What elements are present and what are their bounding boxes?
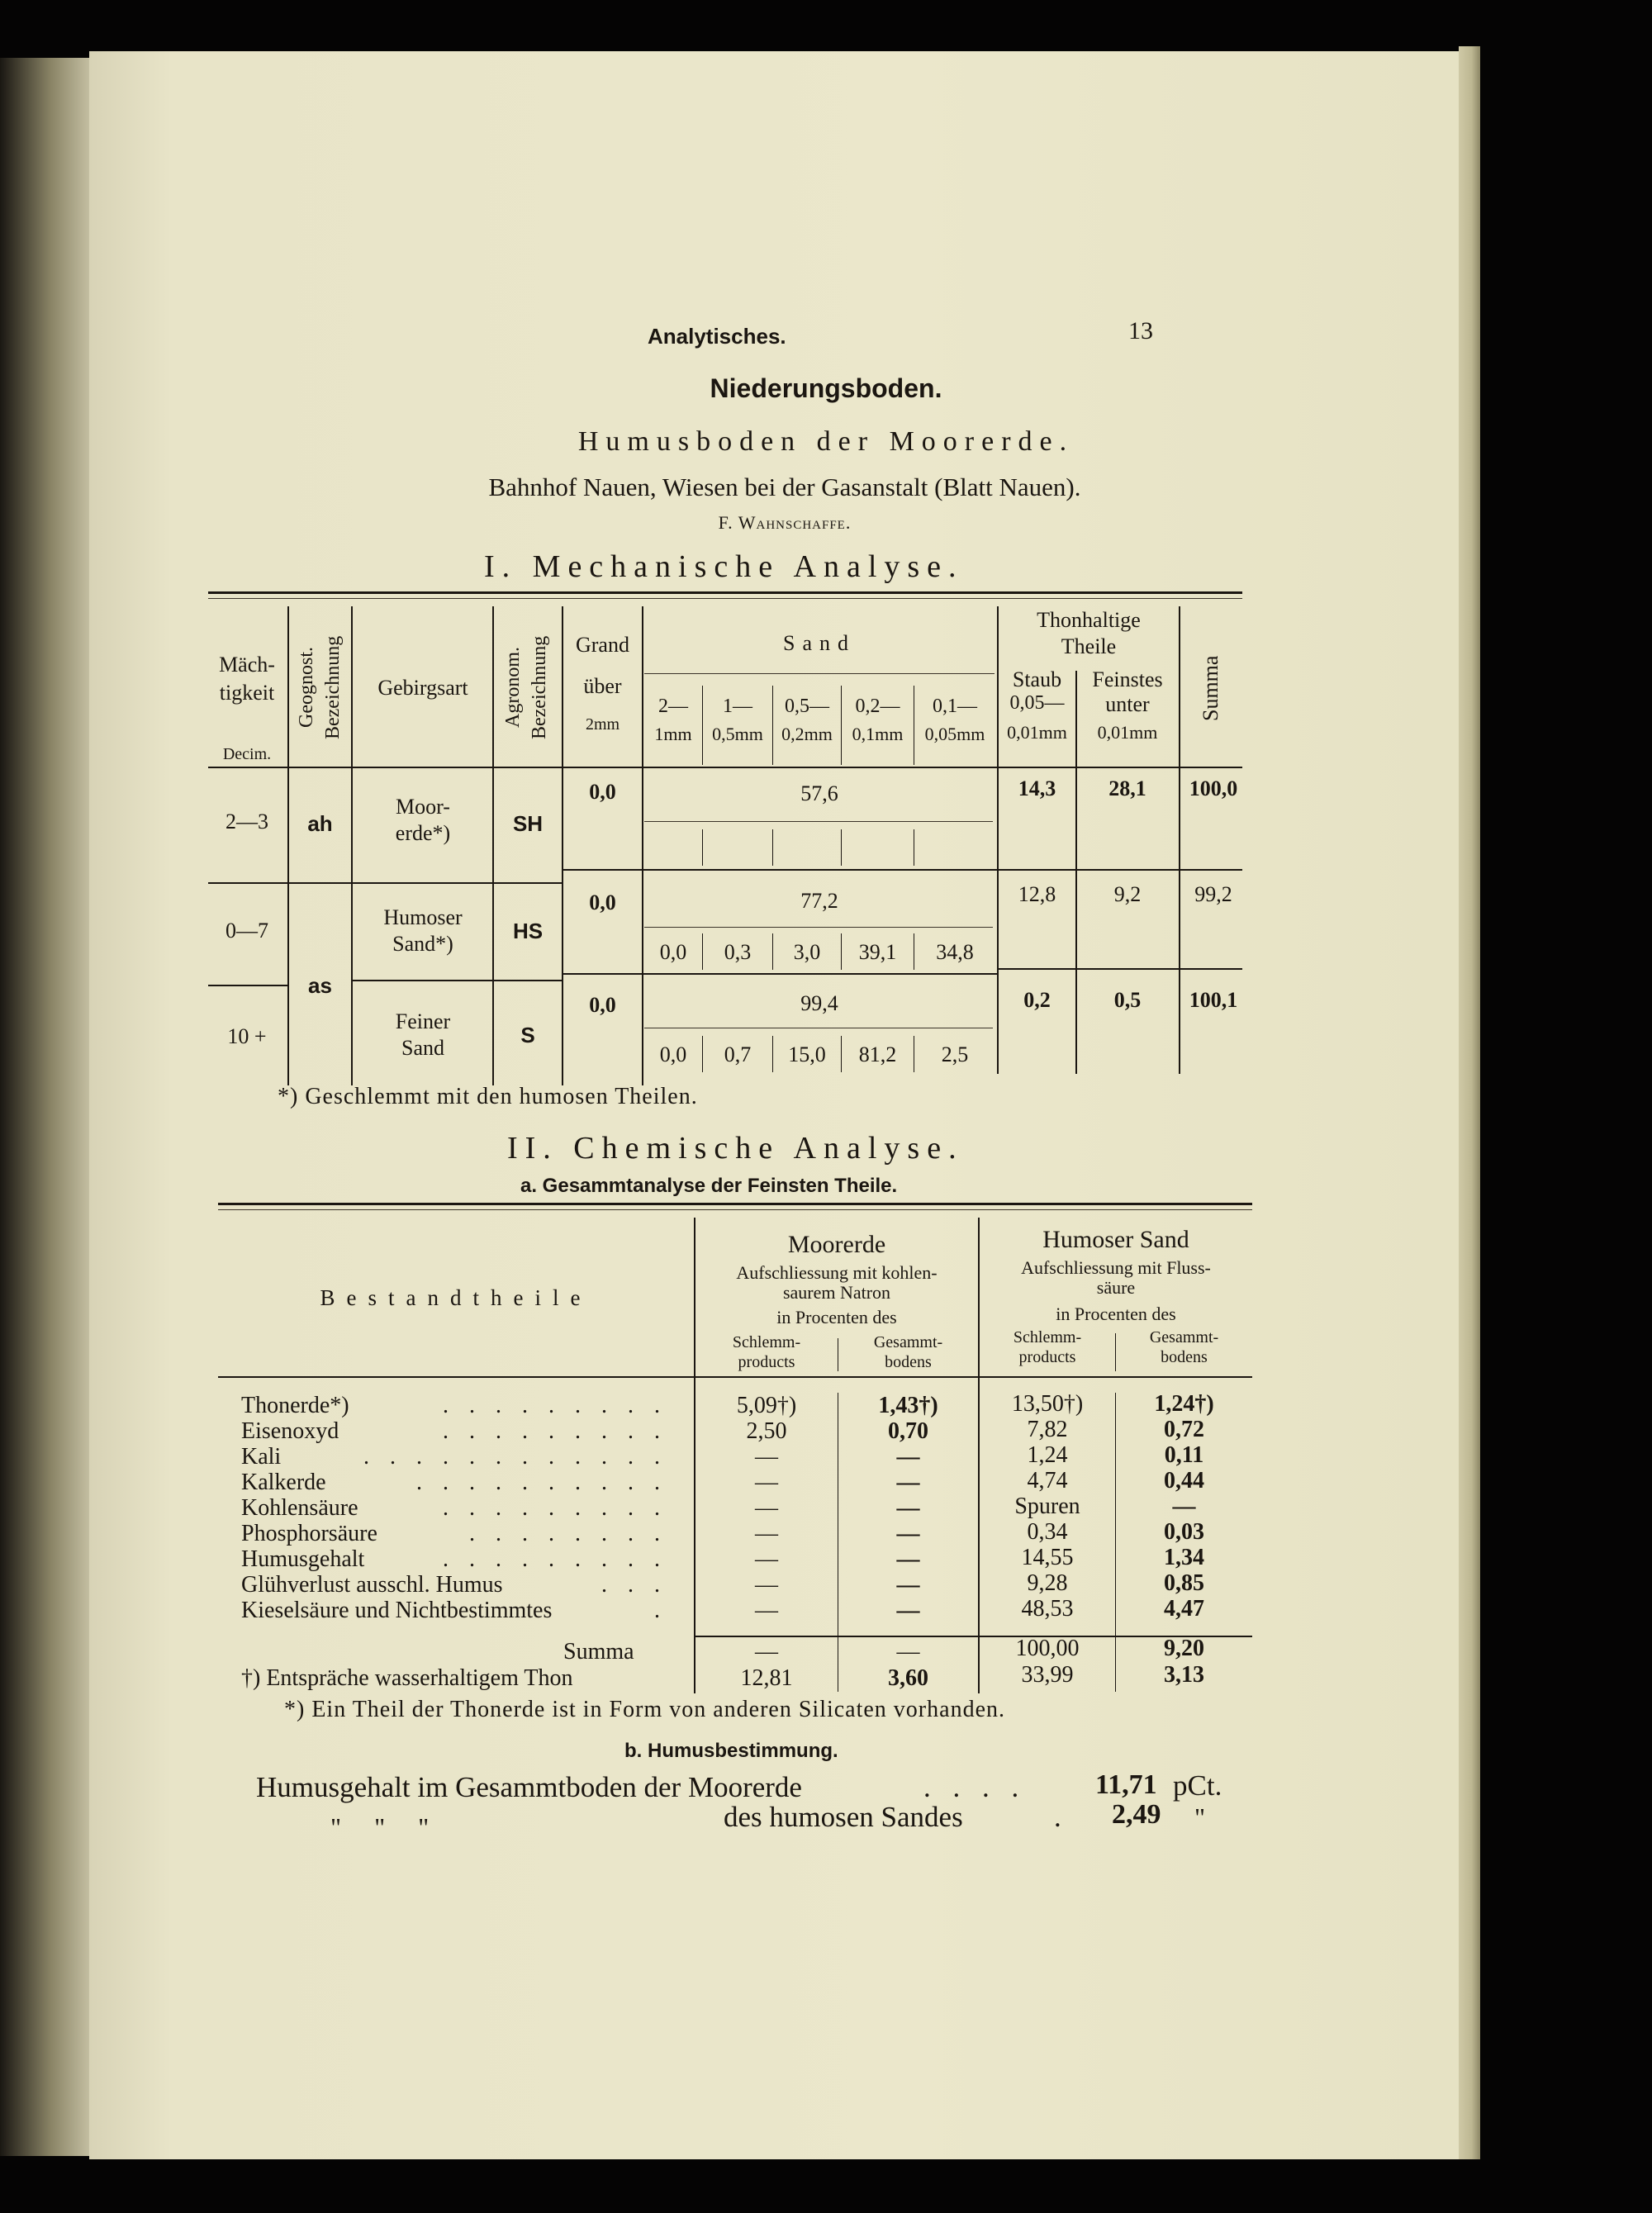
row2-sand-5: 34,8 bbox=[936, 940, 974, 964]
chem-hdr-moor-desc-3: in Procenten des bbox=[776, 1307, 897, 1327]
mech-vline-5 bbox=[642, 606, 643, 1085]
hdr-sand-col-1: 2— bbox=[658, 696, 688, 717]
mech-sand-subrule bbox=[644, 673, 995, 674]
chem-subtitle-a: a. Gesammtanalyse der Feinsten Theile. bbox=[520, 1175, 898, 1197]
row3-sand-4: 81,2 bbox=[858, 1042, 897, 1066]
row1-soil-2: erde*) bbox=[395, 821, 451, 845]
row1-rule-c bbox=[353, 882, 492, 884]
row1-sand-vsep-3 bbox=[841, 829, 842, 866]
chem-hdr-moor-desc-1: Aufschliessung mit kohlen- bbox=[736, 1262, 938, 1283]
chem-row-hum-schlemm: 0,34 bbox=[1027, 1519, 1068, 1545]
row2-staub: 12,8 bbox=[1018, 882, 1056, 906]
hdr-gebirgsart: Gebirgsart bbox=[377, 676, 468, 700]
row1-sand-vsep-1 bbox=[702, 829, 703, 866]
scan-left-margin bbox=[0, 58, 93, 2156]
hdr-sand-unit-5: 0,05mm bbox=[924, 724, 985, 744]
row1-sand-total: 57,6 bbox=[800, 781, 838, 805]
row2-sand-1: 0,0 bbox=[659, 940, 687, 964]
row3-depth: 10 + bbox=[227, 1024, 267, 1048]
row2-depth: 0—7 bbox=[225, 919, 268, 943]
mech-top-hairline bbox=[208, 598, 1242, 599]
chem-row-label: Kieselsäure und Nichtbestimmtes bbox=[241, 1598, 553, 1623]
humus-line2-value: 2,49 bbox=[1112, 1799, 1161, 1830]
row1-soil-1: Moor- bbox=[396, 795, 450, 819]
row2-rule-f bbox=[643, 973, 997, 975]
mech-vline-1 bbox=[287, 606, 289, 1085]
hdr-sand-unit-3: 0,2mm bbox=[781, 724, 833, 744]
row23-geognost: as bbox=[308, 973, 332, 998]
hdr-thonhaltige: Thonhaltige bbox=[1037, 608, 1141, 632]
chem-row-label: Thonerde*) bbox=[241, 1393, 349, 1418]
chem-row-hum-schlemm: Spuren bbox=[1014, 1494, 1080, 1519]
humus-line1-unit: pCt. bbox=[1173, 1769, 1222, 1802]
row3-grand: 0,0 bbox=[589, 993, 616, 1017]
chem-hdr-moorerde: Moorerde bbox=[787, 1231, 886, 1258]
chem-row-moor-schlemm: — bbox=[755, 1572, 778, 1598]
hdr-sand-unit-1: 1mm bbox=[654, 724, 692, 744]
hdr-ueber: über bbox=[583, 674, 622, 698]
hdr-sand-col-2: 1— bbox=[723, 696, 752, 717]
humus-line2-label: des humosen Sandes bbox=[724, 1801, 963, 1833]
chem-header-bottom-rule bbox=[218, 1376, 1252, 1378]
chem-thon-h2: 3,13 bbox=[1164, 1662, 1204, 1688]
main-title: Niederungsboden. bbox=[710, 373, 942, 403]
mech-footnote: *) Geschlemmt mit den humosen Theilen. bbox=[278, 1084, 698, 1109]
hdr-staub-range: 0,05— bbox=[1009, 692, 1065, 714]
row2-feinstes: 9,2 bbox=[1113, 882, 1142, 906]
hdr-geognost-bez: Bezeichnung bbox=[322, 635, 344, 739]
chem-summa-h2: 9,20 bbox=[1164, 1636, 1204, 1661]
chem-top-hairline bbox=[218, 1209, 1252, 1210]
chem-row-dots: . . . . . . . . . bbox=[443, 1546, 667, 1572]
row3-sand-2: 0,7 bbox=[724, 1042, 752, 1066]
page-edge bbox=[1459, 46, 1480, 2159]
chem-row-label: Eisenoxyd bbox=[241, 1418, 339, 1444]
row3-sand-1: 0,0 bbox=[659, 1042, 687, 1066]
row1-agronom: SH bbox=[512, 811, 544, 836]
row3-soil-1: Feiner bbox=[395, 1009, 451, 1033]
chem-summa-h1: 100,00 bbox=[1015, 1636, 1080, 1661]
chem-row-dots: . . . . . . . . . . bbox=[416, 1470, 667, 1495]
row1-rule-e bbox=[563, 869, 642, 871]
chem-hdr-hum-desc-1: Aufschliessung mit Fluss- bbox=[1021, 1257, 1211, 1278]
chem-row-dots: . bbox=[654, 1598, 667, 1623]
row1-geognost: ah bbox=[307, 811, 333, 836]
row3-sand-5: 2,5 bbox=[941, 1042, 969, 1066]
chem-row-moor-gesammt: — bbox=[896, 1598, 920, 1623]
chem-hdr-hum-desc-2: säure bbox=[1096, 1277, 1136, 1298]
chem-hdr-moor-desc-2: saurem Natron bbox=[782, 1282, 891, 1303]
hdr-2mm: 2mm bbox=[585, 715, 620, 734]
row3-agronom: S bbox=[520, 1023, 535, 1047]
row1-rule-f bbox=[643, 869, 997, 871]
row2-rule-e bbox=[563, 973, 642, 975]
hdr-summa: Summa bbox=[1199, 655, 1222, 721]
chem-row-dots: . . . . . . . . . bbox=[443, 1393, 667, 1418]
chem-row-label: Kali bbox=[241, 1444, 282, 1470]
section-chemical-title: II. Chemische Analyse. bbox=[507, 1131, 964, 1166]
row1-rule-d bbox=[494, 882, 562, 884]
hdr-tigkeit: tigkeit bbox=[219, 681, 275, 705]
row1-sand-vsep-2 bbox=[772, 829, 773, 866]
row1-depth: 2—3 bbox=[225, 810, 268, 833]
hdr-sand-unit-4: 0,1mm bbox=[852, 724, 904, 744]
chem-row-hum-schlemm: 4,74 bbox=[1027, 1468, 1068, 1494]
chem-summa-m1: — bbox=[755, 1639, 778, 1664]
mech-vline-3 bbox=[492, 606, 494, 1085]
row1-sand-subrule bbox=[644, 821, 993, 822]
chem-row-hum-schlemm: 9,28 bbox=[1027, 1570, 1068, 1596]
running-title: Analytisches. bbox=[648, 324, 786, 349]
chem-row-hum-schlemm: 48,53 bbox=[1021, 1596, 1074, 1622]
row2-soil-2: Sand*) bbox=[392, 932, 453, 956]
humus-line2-dots: . bbox=[1054, 1801, 1061, 1833]
humus-line1-dots: . . . . bbox=[923, 1771, 1027, 1803]
chem-row-label: Kalkerde bbox=[241, 1470, 326, 1495]
row2-sand-subrule bbox=[644, 927, 993, 928]
row2-summa: 99,2 bbox=[1194, 882, 1232, 906]
location-line: Bahnhof Nauen, Wiesen bei der Gasanstalt (Blatt Nauen). bbox=[488, 473, 1081, 501]
chem-row-label: Phosphorsäure bbox=[241, 1521, 377, 1546]
chem-row-label: Glühverlust ausschl. Humus bbox=[241, 1572, 503, 1598]
chem-row-dots: . . . bbox=[601, 1572, 667, 1598]
chem-row-moor-gesammt: 1,43†) bbox=[878, 1393, 938, 1418]
chem-hdr-humoser-sand: Humoser Sand bbox=[1042, 1226, 1189, 1253]
row3-feinstes: 0,5 bbox=[1113, 988, 1142, 1012]
chem-thon-label: †) Entspräche wasserhaltigem Thon bbox=[241, 1665, 573, 1691]
row2-rule-a bbox=[208, 985, 287, 986]
chem-row-moor-gesammt: — bbox=[896, 1521, 920, 1546]
chem-hdr-bestandtheile: Bestandtheile bbox=[320, 1285, 592, 1310]
chem-row-moor-gesammt: 0,70 bbox=[888, 1418, 928, 1444]
hdr-decim: Decim. bbox=[222, 745, 272, 763]
chem-row-moor-gesammt: — bbox=[896, 1470, 920, 1495]
row1-staub: 14,3 bbox=[1018, 776, 1056, 800]
chem-row-moor-schlemm: — bbox=[755, 1495, 778, 1521]
chem-row-moor-gesammt: — bbox=[896, 1546, 920, 1572]
chem-hdr-moor-col2a: Gesammt- bbox=[873, 1333, 943, 1351]
page-number: 13 bbox=[1128, 317, 1153, 344]
chem-row-label: Humusgehalt bbox=[241, 1546, 365, 1572]
chem-top-rule bbox=[218, 1203, 1252, 1205]
humus-line2-ditto: " " " bbox=[330, 1812, 430, 1842]
row2-rule-g bbox=[999, 968, 1242, 970]
chem-row-hum-gesammt: 0,85 bbox=[1164, 1570, 1204, 1596]
chem-hdr-hum-col1a: Schlemm- bbox=[1013, 1328, 1082, 1346]
row1-feinstes: 28,1 bbox=[1108, 776, 1146, 800]
subtitle: Humusboden der Moorerde. bbox=[577, 426, 1075, 457]
chem-row-hum-gesammt: 0,44 bbox=[1164, 1468, 1204, 1494]
row3-sand-3: 15,0 bbox=[788, 1042, 826, 1066]
chem-row-moor-schlemm: — bbox=[755, 1470, 778, 1495]
hdr-staub-unit: 0,01mm bbox=[1007, 722, 1067, 743]
row2-sand-3: 3,0 bbox=[793, 940, 821, 964]
chem-row-hum-gesammt: 0,03 bbox=[1164, 1519, 1204, 1545]
chem-hdr-hum-col1b: products bbox=[1018, 1348, 1076, 1366]
hdr-staub: Staub bbox=[1012, 667, 1062, 691]
chem-hdr-hum-col2b: bodens bbox=[1161, 1348, 1208, 1366]
chem-row-moor-schlemm: — bbox=[755, 1546, 778, 1572]
chem-row-moor-schlemm: — bbox=[755, 1444, 778, 1470]
row1-summa: 100,0 bbox=[1189, 776, 1238, 800]
hdr-sand-col-5: 0,1— bbox=[933, 696, 977, 717]
hdr-agronom: Agronom. bbox=[502, 647, 524, 728]
chem-row-dots: . . . . . . . . bbox=[469, 1521, 667, 1546]
row1-rule-a bbox=[208, 882, 287, 884]
chem-row-dots: . . . . . . . . . bbox=[443, 1495, 667, 1521]
chem-row-moor-schlemm: 2,50 bbox=[746, 1418, 787, 1444]
row1-grand: 0,0 bbox=[589, 780, 616, 804]
chem-row-hum-gesammt: 0,11 bbox=[1164, 1442, 1204, 1468]
hdr-grand: Grand bbox=[576, 633, 629, 657]
humus-line1-value: 11,71 bbox=[1095, 1769, 1157, 1800]
hdr-sand-col-3: 0,5— bbox=[785, 696, 829, 717]
hdr-geognost: Geognost. bbox=[296, 647, 317, 728]
row1-rule-g bbox=[999, 869, 1242, 871]
chem-row-hum-schlemm: 1,24 bbox=[1027, 1442, 1068, 1468]
chem-row-label: Kohlensäure bbox=[241, 1495, 358, 1521]
chem-row-hum-gesammt: 0,72 bbox=[1164, 1417, 1204, 1442]
chem-thon-m1: 12,81 bbox=[740, 1665, 793, 1691]
chem-row-moor-schlemm: — bbox=[755, 1521, 778, 1546]
chem-row-hum-schlemm: 7,82 bbox=[1027, 1417, 1068, 1442]
chem-hdr-hum-desc-3: in Procenten des bbox=[1056, 1304, 1176, 1324]
row2-rule-c bbox=[353, 980, 492, 981]
row2-sand-4: 39,1 bbox=[858, 940, 897, 964]
chem-hdr-hum-col2a: Gesammt- bbox=[1149, 1328, 1219, 1346]
chem-row-hum-gesammt: 4,47 bbox=[1164, 1596, 1204, 1622]
chem-hdr-moor-col1b: products bbox=[738, 1353, 795, 1371]
hdr-agronom-bez: Bezeichnung bbox=[529, 635, 550, 739]
chem-thon-m2: 3,60 bbox=[888, 1665, 928, 1691]
hdr-sand-col-4: 0,2— bbox=[855, 696, 900, 717]
chem-row-moor-gesammt: — bbox=[896, 1444, 920, 1470]
chem-row-dots: . . . . . . . . . . . . bbox=[363, 1444, 667, 1470]
row3-sand-total: 99,4 bbox=[800, 991, 838, 1015]
chem-hdr-moor-col2b: bodens bbox=[885, 1353, 932, 1371]
row2-soil-1: Humoser bbox=[383, 905, 463, 929]
hdr-sand: Sand bbox=[783, 631, 856, 655]
chem-row-hum-gesammt: — bbox=[1172, 1494, 1196, 1519]
humus-line2-unit: " bbox=[1194, 1802, 1206, 1832]
row1-rule-b bbox=[289, 882, 351, 884]
chem-summa-m2: — bbox=[896, 1639, 920, 1664]
chem-thon-h1: 33,99 bbox=[1021, 1662, 1074, 1688]
hdr-sand-unit-2: 0,5mm bbox=[712, 724, 763, 744]
row3-staub: 0,2 bbox=[1023, 988, 1051, 1012]
row2-agronom: HS bbox=[512, 919, 544, 943]
row2-sand-total: 77,2 bbox=[800, 889, 838, 913]
hdr-feinstes-unit: 0,01mm bbox=[1097, 722, 1158, 743]
chem-row-dots: . . . . . . . . . bbox=[443, 1418, 667, 1444]
chem-row-moor-gesammt: — bbox=[896, 1572, 920, 1598]
mech-top-rule bbox=[208, 591, 1242, 594]
row3-soil-2: Sand bbox=[401, 1036, 444, 1060]
row3-summa: 100,1 bbox=[1189, 988, 1238, 1012]
row2-sand-2: 0,3 bbox=[724, 940, 752, 964]
chem-summa-label: Summa bbox=[563, 1639, 634, 1664]
humus-subtitle-b: b. Humusbestimmung. bbox=[624, 1740, 838, 1762]
hdr-theile: Theile bbox=[1061, 634, 1117, 658]
chem-row-hum-schlemm: 13,50†) bbox=[1011, 1391, 1084, 1417]
chem-row-moor-schlemm: 5,09†) bbox=[736, 1393, 797, 1418]
chem-footnote: *) Ein Theil der Thonerde ist in Form von anderen Silicaten vorhanden. bbox=[284, 1697, 1005, 1722]
hdr-feinstes: Feinstes bbox=[1092, 667, 1163, 691]
chem-row-hum-gesammt: 1,24†) bbox=[1154, 1391, 1214, 1417]
hdr-unter: unter bbox=[1105, 692, 1150, 716]
mech-vline-2 bbox=[351, 606, 353, 1085]
hdr-maech: Mäch- bbox=[219, 653, 275, 677]
author: F. Wahnschaffe. bbox=[718, 512, 852, 533]
mech-header-bottom-rule bbox=[208, 767, 1242, 768]
row2-grand: 0,0 bbox=[589, 890, 616, 914]
section-mechanical-title: I. Mechanische Analyse. bbox=[484, 549, 964, 584]
humus-line1-label: Humusgehalt im Gesammtboden der Moorerde bbox=[256, 1771, 802, 1803]
chem-hdr-moor-col1a: Schlemm- bbox=[732, 1333, 801, 1351]
chem-row-moor-schlemm: — bbox=[755, 1598, 778, 1623]
chem-row-hum-schlemm: 14,55 bbox=[1021, 1545, 1074, 1570]
chem-row-hum-gesammt: 1,34 bbox=[1164, 1545, 1204, 1570]
chem-row-moor-gesammt: — bbox=[896, 1495, 920, 1521]
row2-rule-d bbox=[494, 980, 562, 981]
